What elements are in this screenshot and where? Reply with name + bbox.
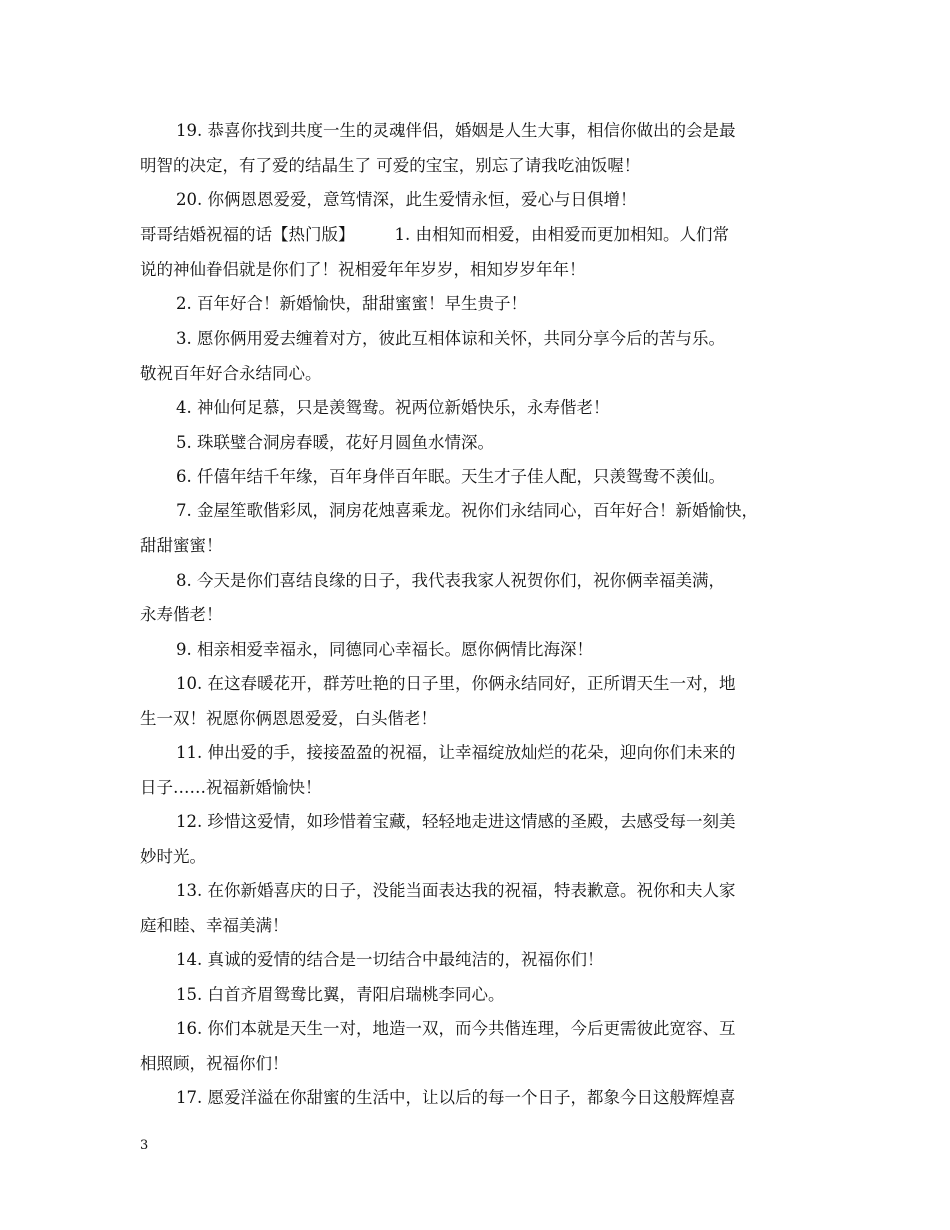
paragraph-line: 9. 相亲相爱幸福永，同德同心幸福长。愿你俩情比海深！ [176,640,593,659]
paragraph-line: 11. 伸出爱的手，接接盈盈的祝福，让幸福绽放灿烂的花朵，迎向你们未来的 [176,743,736,762]
paragraph-line: 敬祝百年好合永结同心。 [140,364,322,383]
paragraph-line: 2. 百年好合！新婚愉快，甜甜蜜蜜！早生贵子！ [176,294,527,313]
section-heading: 哥哥结婚祝福的话【热门版】 [140,225,355,244]
paragraph-line: 13. 在你新婚喜庆的日子，没能当面表达我的祝福，特表歉意。祝你和夫人家 [176,881,736,900]
paragraph-line: 8. 今天是你们喜结良缘的日子，我代表我家人祝贺你们，祝你俩幸福美满， [176,571,725,590]
paragraph-line: 甜甜蜜蜜！ [140,536,223,555]
paragraph-line: 10. 在这春暖花开，群芳吐艳的日子里，你俩永结同好，正所谓天生一对，地 [176,674,736,693]
paragraph-line: 19. 恭喜你找到共度一生的灵魂伴侣，婚姻是人生大事，相信你做出的会是最 [176,121,736,140]
paragraph-line: 7. 金屋笙歌偕彩凤，洞房花烛喜乘龙。祝你们永结同心，百年好合！新婚愉快， [176,501,758,520]
paragraph-line: 20. 你俩恩恩爱爱，意笃情深，此生爱情永恒，爱心与日俱增！ [176,190,637,209]
paragraph-line: 5. 珠联璧合洞房春暖，花好月圆鱼水情深。 [176,433,494,452]
paragraph-line: 14. 真诚的爱情的结合是一切结合中最纯洁的，祝福你们！ [176,950,604,969]
paragraph-line: 3. 愿你俩用爱去缠着对方，彼此互相体谅和关怀，共同分享今后的苦与乐。 [176,329,725,348]
paragraph-line: 永寿偕老！ [140,605,223,624]
paragraph-line: 明智的决定，有了爱的结晶生了 可爱的宝宝，别忘了请我吃油饭喔！ [140,156,641,175]
page-number: 3 [140,1138,149,1153]
paragraph-line: 日子……祝福新婚愉快！ [140,778,322,797]
paragraph-line: 16. 你们本就是天生一对，地造一双，而今共偕连理，今后更需彼此宽容、互 [176,1019,736,1038]
paragraph-line: 15. 白首齐眉鸳鸯比翼，青阳启瑞桃李同心。 [176,985,505,1004]
paragraph-line: 6. 仟僖年结千年缘，百年身伴百年眠。天生才子佳人配，只羡鸳鸯不羡仙。 [176,467,725,486]
paragraph-line: 12. 珍惜这爱情，如珍惜着宝藏，轻轻地走进这情感的圣殿，去感受每一刻美 [176,812,736,831]
paragraph-line: 相照顾，祝福你们！ [140,1054,289,1073]
paragraph-line: 17. 愿爱洋溢在你甜蜜的生活中，让以后的每一个日子，都象今日这般辉煌喜 [176,1088,736,1107]
paragraph-text: 1. 由相知而相爱，由相爱而更加相知。人们常 [394,225,729,244]
paragraph-line: 说的神仙眷侣就是你们了！祝相爱年年岁岁，相知岁岁年年！ [140,260,586,279]
paragraph-line: 庭和睦、幸福美满！ [140,916,289,935]
paragraph-line: 4. 神仙何足慕，只是羡鸳鸯。祝两位新婚快乐，永寿偕老！ [176,398,610,417]
heading-line [140,224,830,246]
paragraph-line: 生一双！祝愿你俩恩恩爱爱，白头偕老！ [140,709,437,728]
paragraph-line: 妙时光。 [140,847,206,866]
